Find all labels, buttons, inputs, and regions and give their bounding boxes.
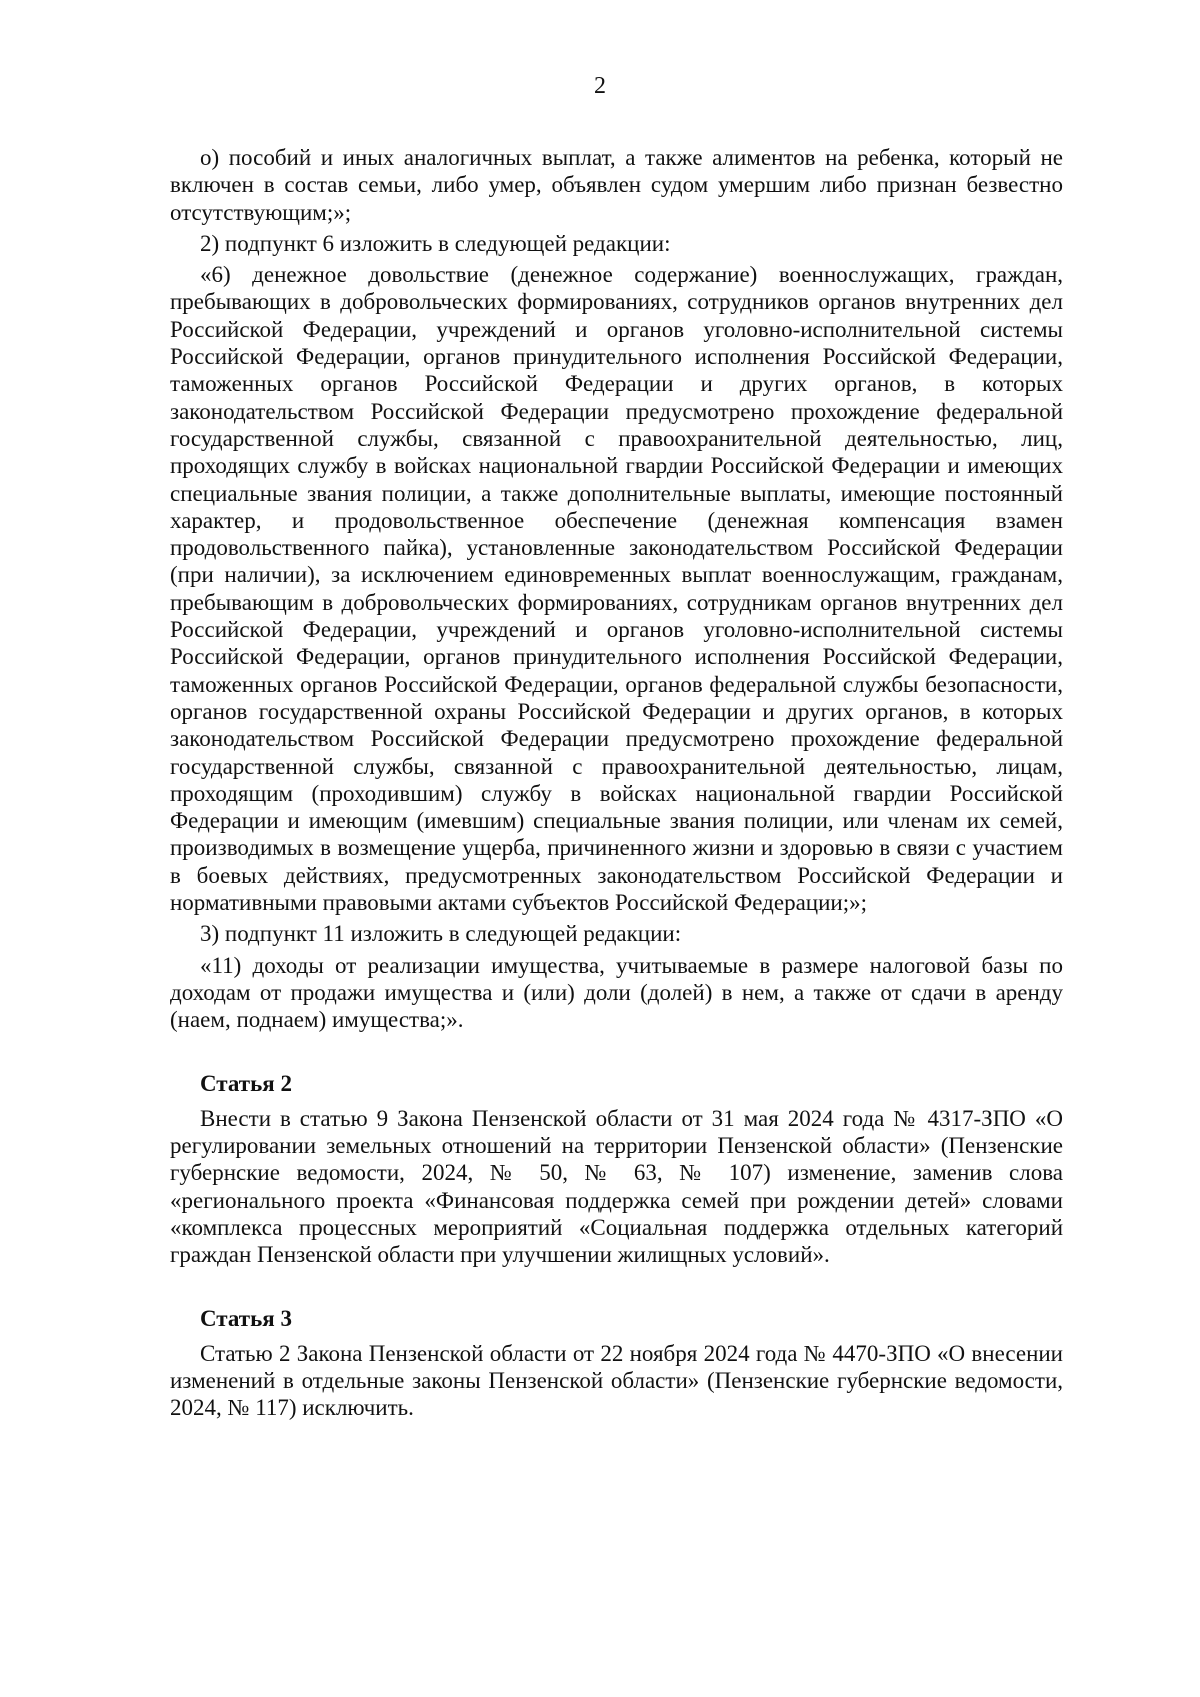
heading-article-3: Статья 3: [200, 1305, 292, 1331]
heading-article-2: Статья 2: [200, 1070, 292, 1096]
paragraph-item-2: 2) подпункт 6 изложить в следующей редакции:: [200, 230, 671, 256]
paragraph-subitem-11: «11) доходы от реализации имущества, учитываемые в размере налоговой базы по доходам от продажи имущества и (или) доли (долей) в нем, а также от сдачи в аренду (наем, поднаем) имущества;».: [170, 952, 1063, 1033]
paragraph-subitem-6: «6) денежное довольствие (денежное содержание) военнослужащих, граждан, пребывающих в добровольческих формированиях, сотрудников органов внутренних дел Российской Федерации, учреждений и органов уголовно-исполнительной системы Российской Федерации, органов принудительного исполнения Российской Федерации, таможенных органов Российской Федерации и других органов, в которых законодательством Российской Федерации предусмотрено прохождение федеральной государственной службы, связанной с правоохранительной деятельностью, лиц, проходящих службу в войсках национальной гвардии Российской Федерации и имеющих специальные звания полиции, а также дополнительные выплаты, имеющие постоянный характер, и продовольственное обеспечение (денежная компенсация взамен продовольственного пайка), установленные законодательством Российской Федерации (при наличии), за исключением единовременных выплат военнослужащим, гражданам, пребывающим в добровольческих формированиях, сотрудникам органов внутренних дел Российской Федерации, учреждений и органов уголовно-исполнительной системы Российской Федерации, органов принудительного исполнения Российской Федерации, таможенных органов Российской Федерации, органов федеральной службы безопасности, органов государственной охраны Российской Федерации и других органов, в которых законодательством Российской Федерации предусмотрено прохождение федеральной государственной службы, связанной с правоохранительной деятельностью, лицам, проходящим (проходившим) службу в войсках национальной гвардии Российской Федерации и имеющим (имевшим) специальные звания полиции, или членам их семей, производимых в возмещение ущерба, причиненного жизни и здоровью в связи с участием в боевых действиях, предусмотренных законодательством Российской Федерации и нормативными правовыми актами субъектов Российской Федерации;»;: [170, 262, 1063, 916]
paragraph-article-2: Внести в статью 9 Закона Пензенской области от 31 мая 2024 года № 4317-ЗПО «О регулировании земельных отношений на территории Пензенской области» (Пензенские губернские ведомости, 2024, № 50, № 63, № 107) изменение, заменив слова «регионального проекта «Финансовая поддержка семей при рождении детей» словами «комплекса процессных мероприятий «Социальная поддержка отдельных категорий граждан Пензенской области при улучшении жилищных условий».: [170, 1105, 1063, 1268]
page-number: 2: [594, 73, 606, 99]
paragraph-article-3: Статью 2 Закона Пензенской области от 22 ноября 2024 года № 4470-ЗПО «О внесении изменений в отдельные законы Пензенской области» (Пензенские губернские ведомости, 2024, № 117) исключить.: [170, 1340, 1063, 1421]
document-body: [170, 144, 1063, 1422]
paragraph-subitem-o: о) пособий и иных аналогичных выплат, а также алиментов на ребенка, который не включен в состав семьи, либо умер, объявлен судом умершим либо признан безвестно отсутствующим;»;: [170, 145, 1063, 225]
paragraph-item-3: 3) подпункт 11 изложить в следующей редакции:: [200, 921, 682, 947]
